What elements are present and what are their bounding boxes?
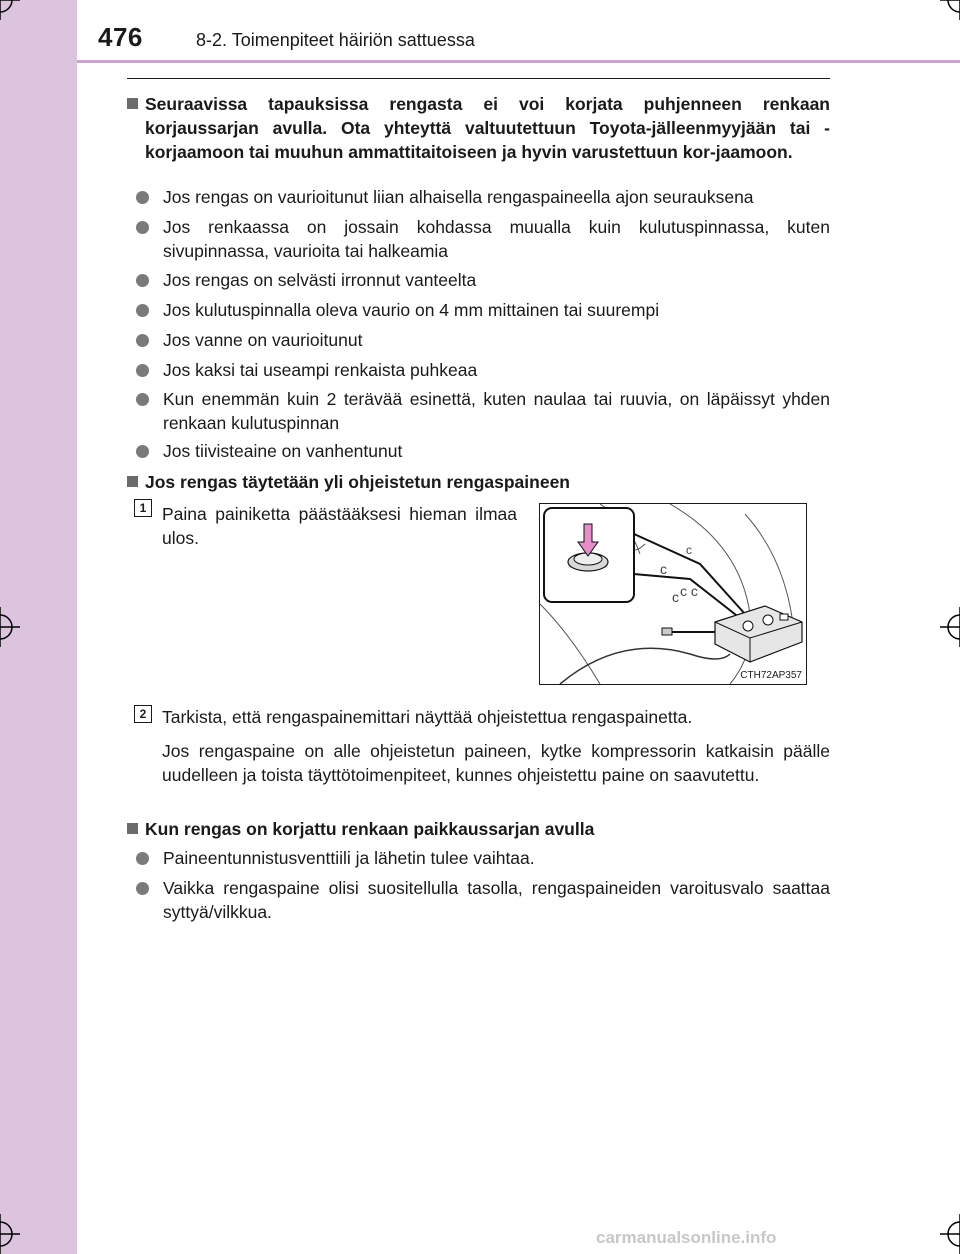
- bullet-icon: [136, 882, 149, 895]
- crop-mark-icon: [0, 1214, 20, 1254]
- bullet-icon: [136, 191, 149, 204]
- bullet-icon: [136, 221, 149, 234]
- section-heading-repair-limits: Seuraavissa tapauksissa rengasta ei voi korjata puhjenneen renkaan korjaussarjan avulla. Ota yhteyttä valtuutettuun Toyota-jälleenmyyjään tai -korjaamoon tai muuhun ammattitaitoiseen ja hyvin varustettuun kor-jaamoon.: [127, 92, 830, 164]
- list-item: Jos kulutuspinnalla oleva vaurio on 4 mm mittainen tai suurempi: [127, 298, 830, 322]
- step-number-1: 1: [134, 499, 152, 517]
- page-number: 476: [98, 22, 143, 52]
- svg-text:c: c: [672, 589, 679, 605]
- bullet-icon: [136, 393, 149, 406]
- watermark: carmanualsonline.info: [596, 1228, 777, 1247]
- figure-code: CTH72AP357: [740, 670, 802, 681]
- section-heading-overinflation: Jos rengas täytetään yli ohjeistetun rengaspaineen: [127, 470, 830, 494]
- list-item: Jos kaksi tai useampi renkaista puhkeaa: [127, 358, 830, 382]
- header-rule: [77, 60, 960, 63]
- crop-mark-icon: [0, 607, 20, 647]
- crop-mark-icon: [940, 1214, 960, 1254]
- bullet-icon: [136, 445, 149, 458]
- divider: [127, 78, 830, 79]
- section-title: 8-2. Toimenpiteet häiriön sattuessa: [196, 30, 475, 50]
- list-item: Jos tiivisteaine on vanhentunut: [127, 439, 830, 463]
- list-item: Jos renkaassa on jossain kohdassa muualla kuin kulutuspinnassa, kuten sivupinnassa, vaurioita tai halkeamia: [127, 215, 830, 263]
- step-2-note: Jos rengaspaine on alle ohjeistetun paineen, kytke kompressorin katkaisin päälle uudelleen ja toista täyttötoimenpiteet, kunnes ohjeistettu paine on saavutettu.: [162, 741, 830, 785]
- bullet-icon: [136, 364, 149, 377]
- square-bullet-icon: [127, 817, 138, 841]
- crop-mark-icon: [940, 607, 960, 647]
- list-item: Paineentunnistusventtiili ja lähetin tulee vaihtaa.: [127, 846, 830, 870]
- bullet-icon: [136, 852, 149, 865]
- svg-text:c: c: [660, 561, 667, 577]
- list-item: Jos vanne on vaurioitunut: [127, 328, 830, 352]
- bullet-icon: [136, 334, 149, 347]
- step-number-2: 2: [134, 705, 152, 723]
- svg-text:c c: c c: [680, 583, 698, 599]
- list-item: Kun enemmän kuin 2 terävää esinettä, kuten naulaa tai ruuvia, on läpäissyt yhden renkaan kulutuspinnan: [127, 387, 830, 435]
- step-1-text: Paina painiketta päästääksesi hieman ilmaa ulos.: [162, 504, 517, 548]
- bullet-icon: [136, 274, 149, 287]
- bullet-icon: [136, 304, 149, 317]
- svg-text:c: c: [686, 543, 692, 557]
- section-heading-after-repair: Kun rengas on korjattu renkaan paikkaussarjan avulla: [127, 817, 830, 841]
- square-bullet-icon: [127, 92, 138, 116]
- compressor-illustration: [539, 503, 807, 685]
- crop-mark-icon: [0, 0, 20, 20]
- list-item: Vaikka rengaspaine olisi suositellulla tasolla, rengaspaineiden varoitusvalo saattaa syttyä/vilkkua.: [127, 876, 830, 924]
- list-item: Jos rengas on selvästi irronnut vanteelta: [127, 268, 830, 292]
- step-2-text: Tarkista, että rengaspainemittari näyttää ohjeistettua rengaspainetta.: [162, 707, 693, 727]
- square-bullet-icon: [127, 470, 138, 494]
- list-item: Jos rengas on vaurioitunut liian alhaisella rengaspaineella ajon seurauksena: [127, 185, 830, 209]
- crop-mark-icon: [940, 0, 960, 20]
